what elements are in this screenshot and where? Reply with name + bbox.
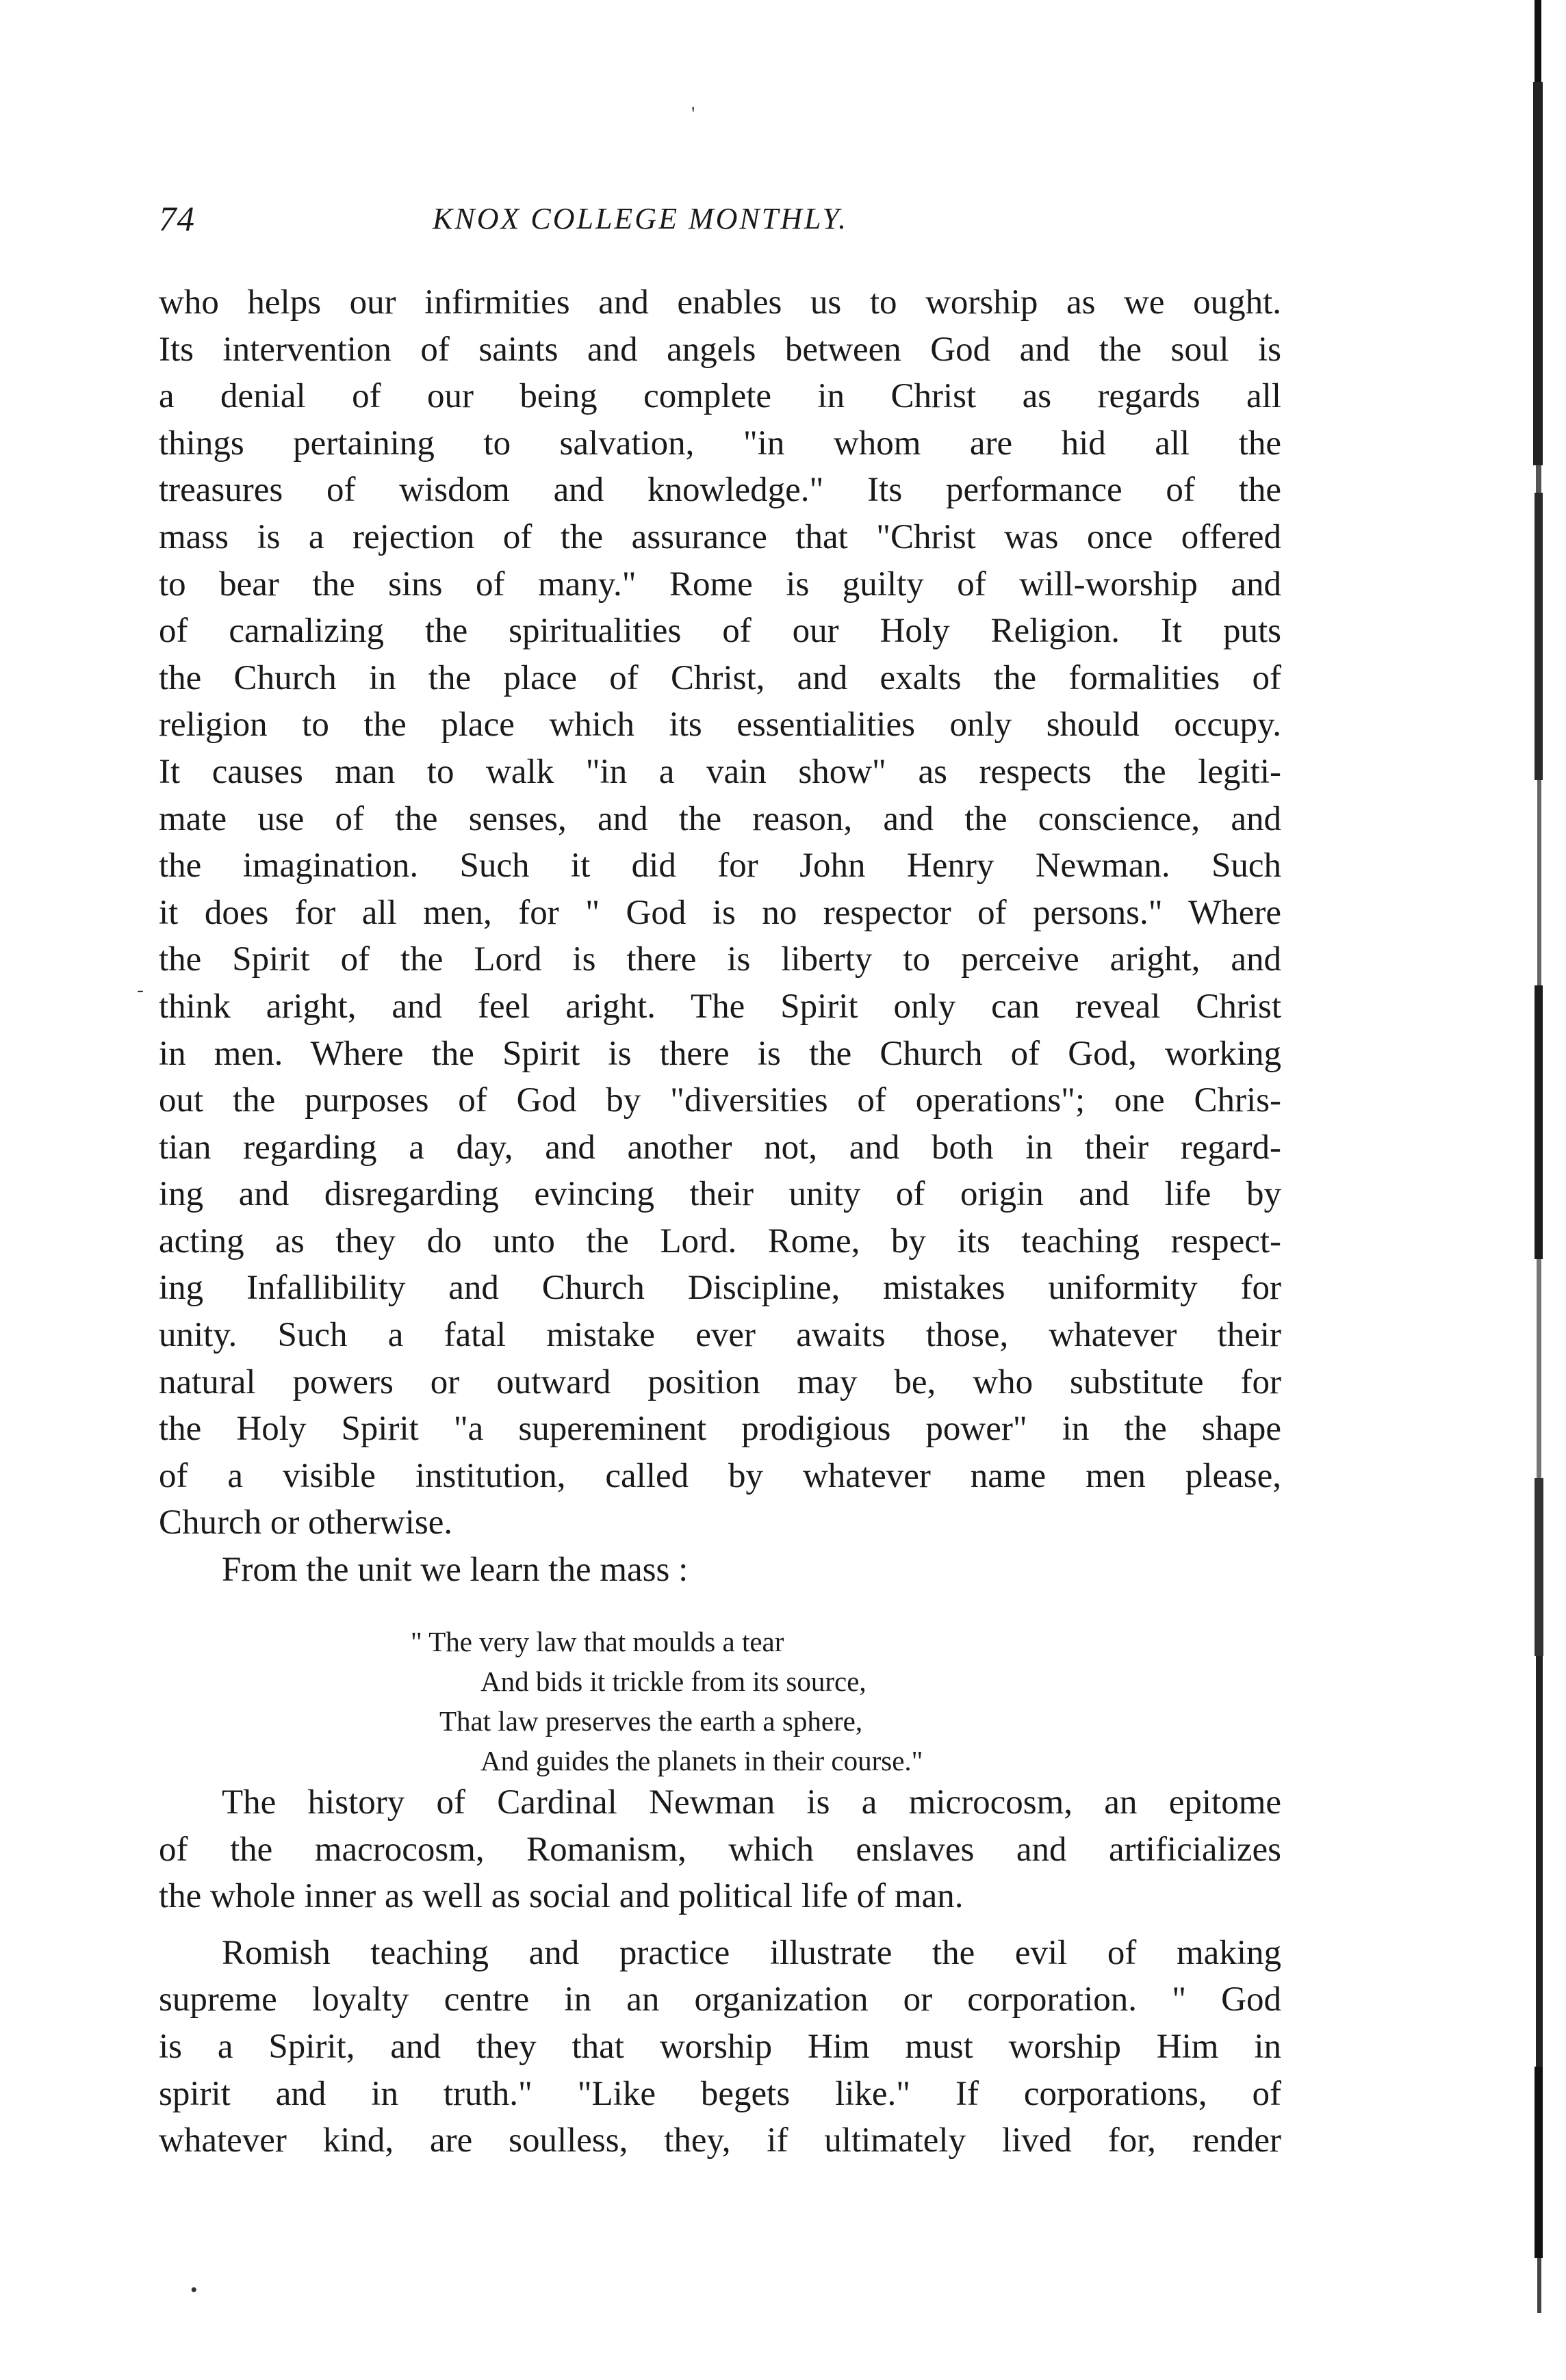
poem-line: That law preserves the earth a sphere,	[439, 1705, 863, 1737]
paragraph-2-and-3	[159, 1779, 1281, 2164]
text-line: who helps our infirmities and enables us to worship as we ought.	[159, 283, 1281, 322]
text-line: ing Infallibility and Church Discipline, mistakes uniformity for	[159, 1269, 1281, 1308]
text-line: It causes man to walk "in a vain show" as respects the legiti-	[159, 752, 1281, 791]
poem-line: And bids it trickle from its source,	[480, 1666, 867, 1697]
text-line: mate use of the senses, and the reason, and the conscience, and	[159, 799, 1281, 838]
text-line: of carnalizing the spiritualities of our Holy Religion. It puts	[159, 612, 1281, 651]
text-line: treasures of wisdom and knowledge." Its performance of the	[159, 471, 1281, 510]
top-speck-mark: '	[691, 103, 695, 125]
text-line: the Spirit of the Lord is there is liberty to perceive aright, and	[159, 940, 1281, 979]
text-line: the whole inner as well as social and political life of man.	[159, 1877, 964, 1916]
text-line: it does for all men, for " God is no respector of persons." Where	[159, 893, 1281, 932]
text-line: whatever kind, are soulless, they, if ultimately lived for, render	[159, 2121, 1281, 2160]
text-line: natural powers or outward position may be, who substitute for	[159, 1362, 1281, 1401]
margin-dash-mark: -	[137, 979, 144, 1001]
text-line: tian regarding a day, and another not, and both in their regard-	[159, 1128, 1281, 1167]
poem-quotation	[411, 1622, 1027, 1781]
text-line: religion to the place which its essentialities only should occupy.	[159, 706, 1281, 745]
poem-intro-line: From the unit we learn the mass :	[222, 1551, 689, 1590]
text-line: Romish teaching and practice illustrate the evil of making	[222, 1933, 1281, 1972]
text-line: of the macrocosm, Romanism, which enslaves and artificializes	[159, 1830, 1281, 1869]
text-line: the Holy Spirit "a supereminent prodigious power" in the shape	[159, 1410, 1281, 1449]
poem-line: And guides the planets in their course."	[480, 1745, 923, 1776]
text-line: acting as they do unto the Lord. Rome, by its teaching respect-	[159, 1221, 1281, 1260]
text-line: unity. Such a fatal mistake ever awaits those, whatever their	[159, 1316, 1281, 1355]
paragraph-1	[159, 279, 1281, 1594]
text-line: think aright, and feel aright. The Spirit only can reveal Christ	[159, 987, 1281, 1026]
text-line: of a visible institution, called by whatever name men please,	[159, 1456, 1281, 1495]
bottom-dot-mark: •	[190, 2279, 198, 2301]
poem-line: " The very law that moulds a tear	[411, 1626, 784, 1657]
text-line: to bear the sins of many." Rome is guilty of will-worship and	[159, 565, 1281, 604]
text-line: mass is a rejection of the assurance that "Christ was once offered	[159, 517, 1281, 556]
page-number: 74	[159, 201, 195, 239]
text-line: a denial of our being complete in Christ as regards all	[159, 377, 1281, 416]
running-title: KNOX COLLEGE MONTHLY.	[433, 202, 848, 235]
text-line: supreme loyalty centre in an organization or corporation. " God	[159, 1980, 1281, 2019]
text-line: in men. Where the Spirit is there is the Church of God, working	[159, 1034, 1281, 1073]
text-line: things pertaining to salvation, "in whom are hid all the	[159, 424, 1281, 463]
text-line: the Church in the place of Christ, and exalts the formalities of	[159, 658, 1281, 697]
binding-edge-shadow	[1530, 0, 1548, 2380]
text-line: is a Spirit, and they that worship Him must worship Him in	[159, 2027, 1281, 2066]
text-line: the imagination. Such it did for John Henry Newman. Such	[159, 846, 1281, 885]
text-line: Church or otherwise.	[159, 1503, 453, 1542]
running-header	[159, 200, 1281, 248]
text-line: out the purposes of God by "diversities of operations"; one Chris-	[159, 1081, 1281, 1120]
text-line: The history of Cardinal Newman is a microcosm, an epitome	[222, 1783, 1281, 1822]
text-line: ing and disregarding evincing their unity of origin and life by	[159, 1175, 1281, 1214]
text-line: Its intervention of saints and angels between God and the soul is	[159, 330, 1281, 369]
text-line: spirit and in truth." "Like begets like." If corporations, of	[159, 2074, 1281, 2113]
